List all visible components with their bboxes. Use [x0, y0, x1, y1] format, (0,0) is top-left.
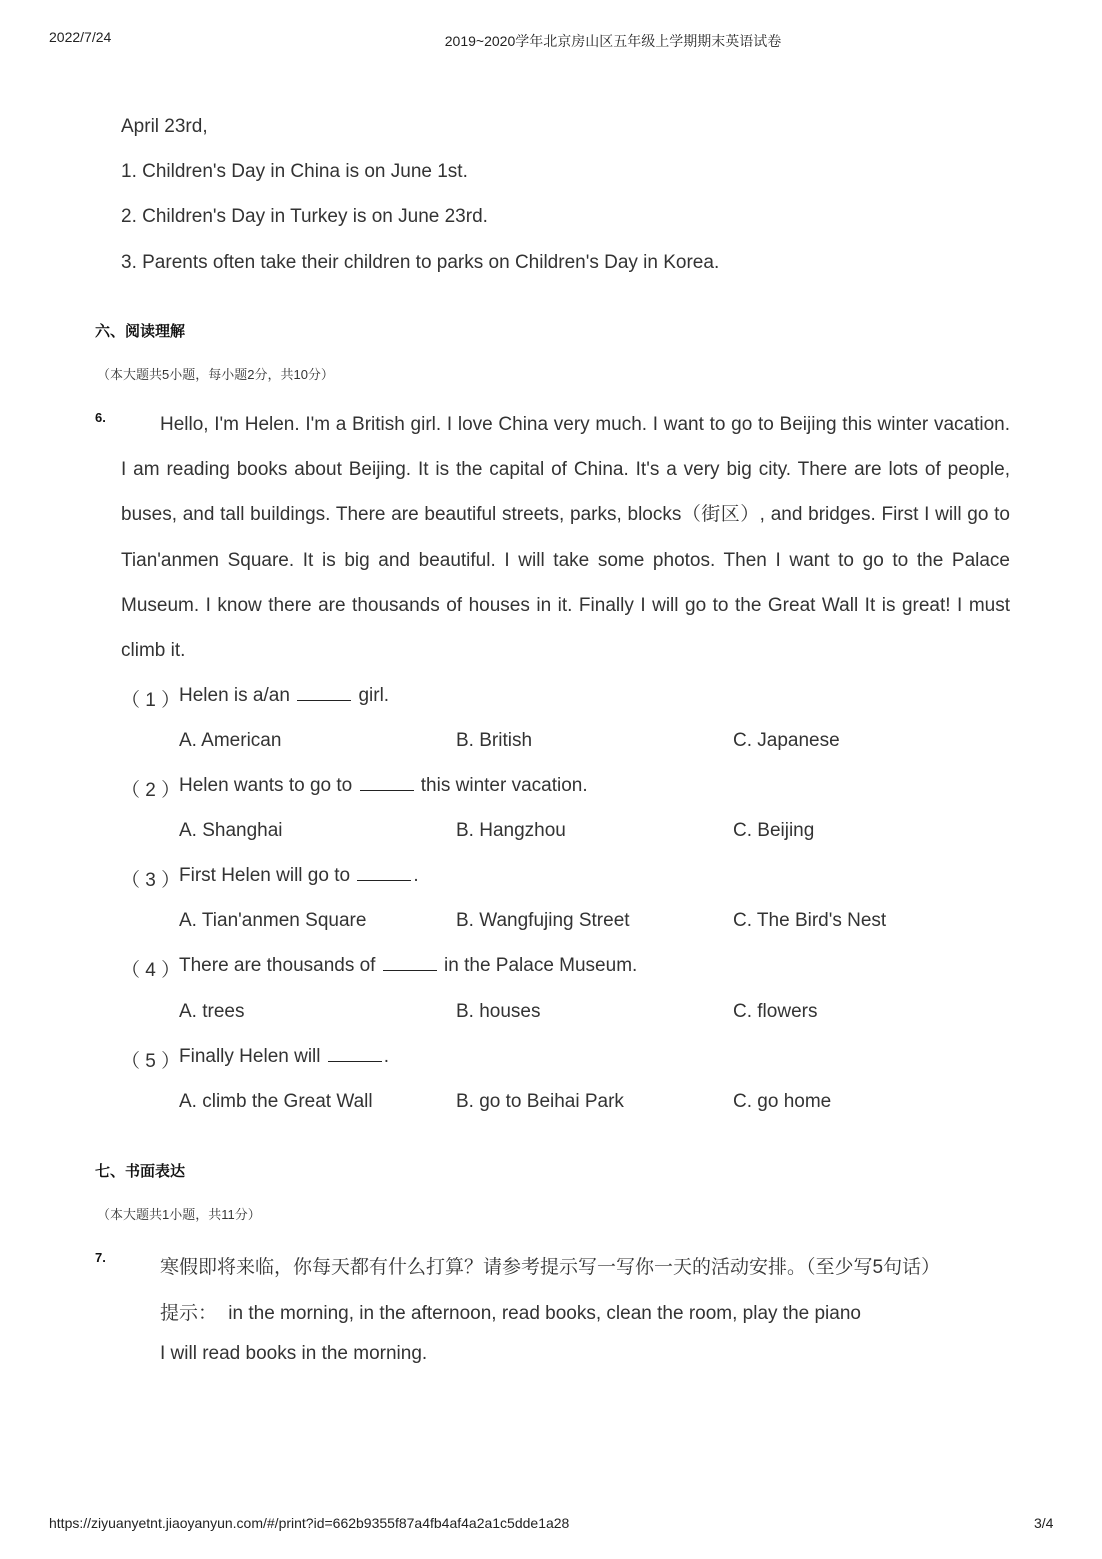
subquestion-stem-end: this winter vacation.: [420, 775, 588, 796]
subquestion-4: [121, 955, 638, 982]
section-6-note: （本大题共5小题，每小题2分，共10分）: [97, 367, 334, 382]
subquestion-stem: Helen is a/an: [179, 685, 290, 706]
subquestion-stem-end: .: [413, 865, 419, 886]
option-b: B. Wangfujing Street: [456, 910, 630, 931]
subquestion-stem: Finally Helen will: [179, 1046, 321, 1067]
option-a: A. Shanghai: [179, 820, 283, 841]
reading-passage: Hello, I'm Helen. I'm a British girl. I love China very much. I want to go to Beijing this winter vacation. I am reading books about Beijing. It is the capital of China. It's a very big city. There are lots of people, buses, and tall buildings. There are beautiful streets, parks, blocks（街区）, and bridges. First I will go to Tian'anmen Square. It is big and beautiful. I will take some photos. Then I want to go to the Palace Museum. I know there are thousands of houses in it. Finally I will go to the Great Wall It is great! I must climb it.: [121, 414, 1010, 662]
writing-example: I will read books in the morning.: [160, 1343, 428, 1364]
subquestion-stem-end: .: [383, 1046, 390, 1067]
prev-line-4: 3. Parents often take their children to parks on Children's Day in Korea.: [121, 252, 720, 273]
subquestion-label: （ 1 ）: [121, 690, 181, 711]
section-7-note: （本大题共1小题，共11分）: [97, 1207, 261, 1222]
option-a: A. climb the Great Wall: [179, 1091, 373, 1112]
footer-url[interactable]: https://ziyuanyetnt.jiaoyanyun.com/#/print?id=662b9355f87a4fb4af4a2a1c5dde1a28: [49, 1515, 570, 1531]
answer-blank: [360, 776, 414, 791]
writing-hint: [160, 1298, 861, 1325]
page-number: 3/4: [1034, 1515, 1054, 1531]
option-a: A. American: [179, 730, 282, 751]
subquestion-5: [121, 1046, 390, 1073]
subquestion-label: （ 4 ）: [121, 960, 181, 981]
subquestion-label: （ 5 ）: [121, 1051, 181, 1072]
subquestion-1: [121, 685, 390, 712]
subquestion-3: [121, 865, 419, 892]
answer-blank: [328, 1047, 382, 1062]
subquestion-label: （ 2 ）: [121, 780, 181, 801]
hint-label: 提示：: [160, 1303, 218, 1324]
question-6-number: 6.: [95, 410, 106, 425]
section-7-title: 七、书面表达: [95, 1163, 186, 1180]
option-a: A. Tian'anmen Square: [179, 910, 367, 931]
prev-line-1: April 23rd,: [121, 116, 208, 137]
page-title: 2019~2020学年北京房山区五年级上学期期末英语试卷: [444, 33, 782, 49]
subquestion-stem: Helen wants to go to: [179, 775, 353, 796]
option-b: B. British: [456, 730, 533, 751]
answer-blank: [383, 956, 437, 971]
option-c: C. The Bird's Nest: [733, 910, 887, 931]
prev-line-2: 1. Children's Day in China is on June 1st.: [121, 161, 468, 182]
print-date: 2022/7/24: [49, 29, 112, 45]
subquestion-2: [121, 775, 588, 802]
prev-line-3: 2. Children's Day in Turkey is on June 23rd.: [121, 206, 488, 227]
answer-blank: [297, 686, 351, 701]
writing-prompt: 寒假即将来临，你每天都有什么打算？请参考提示写一写你一天的活动安排。（至少写5句话）: [160, 1257, 941, 1278]
subquestion-stem: First Helen will go to: [179, 865, 351, 886]
subquestion-stem-end: girl.: [358, 685, 390, 706]
question-7-number: 7.: [95, 1250, 106, 1265]
subquestion-stem: There are thousands of: [179, 955, 376, 976]
option-c: C. Beijing: [733, 820, 815, 841]
hint-text: in the morning, in the afternoon, read books, clean the room, play the piano: [228, 1303, 861, 1324]
option-c: C. flowers: [733, 1001, 818, 1022]
option-b: B. houses: [456, 1001, 541, 1022]
subquestion-stem-end: in the Palace Museum.: [444, 955, 638, 976]
subquestion-label: （ 3 ）: [121, 870, 181, 891]
option-b: B. Hangzhou: [456, 820, 566, 841]
option-b: B. go to Beihai Park: [456, 1091, 624, 1112]
section-6-title: 六、阅读理解: [95, 323, 186, 340]
option-a: A. trees: [179, 1001, 245, 1022]
answer-blank: [357, 866, 411, 881]
option-c: C. go home: [733, 1091, 832, 1112]
option-c: C. Japanese: [733, 730, 840, 751]
